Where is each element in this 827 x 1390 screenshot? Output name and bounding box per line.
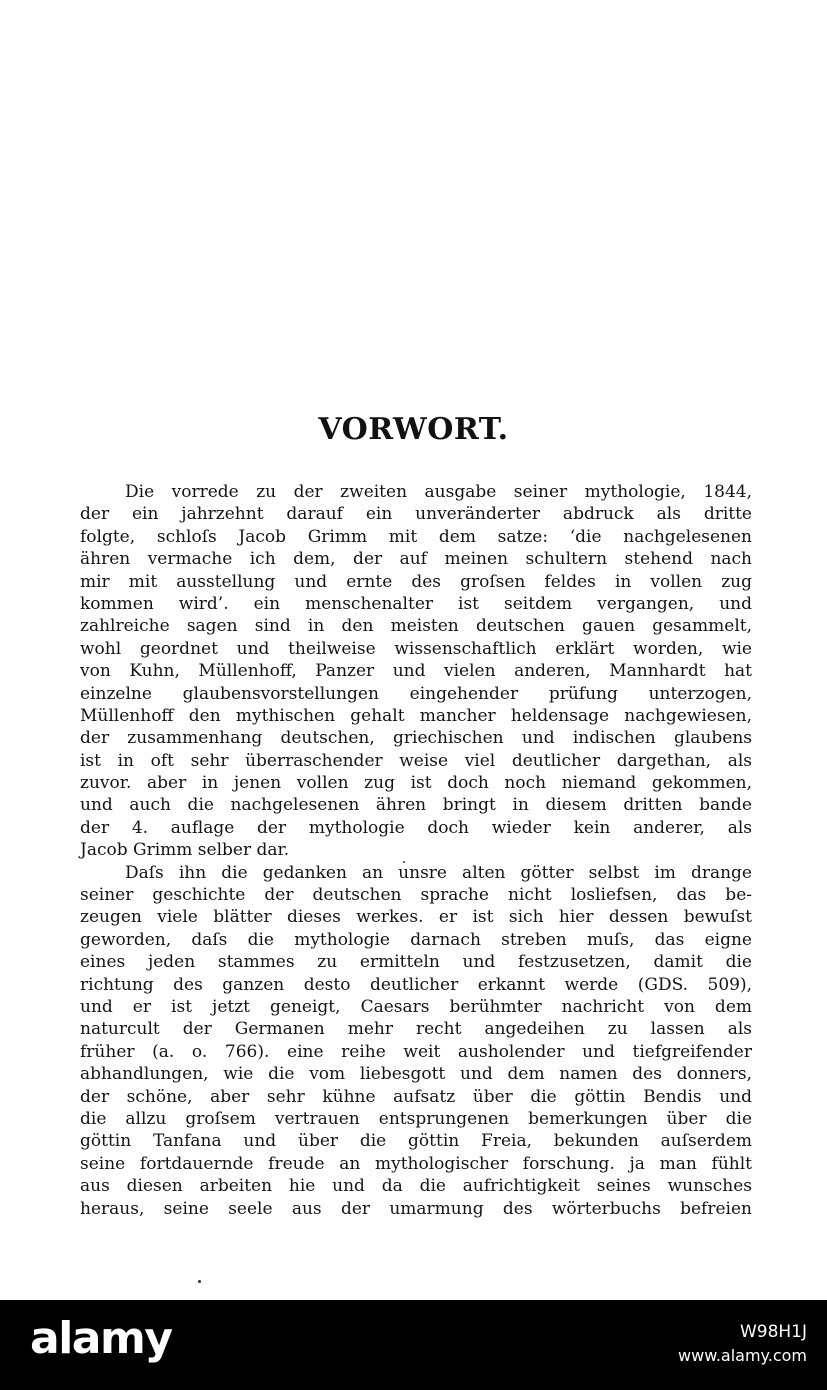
text-line: die allzu groſsem vertrauen entsprungenen bemerkungen über die (80, 1108, 752, 1129)
scan-speck (198, 1280, 201, 1283)
text-line: einzelne glaubensvorstellungen eingehender prüfung unterzogen, (80, 683, 752, 704)
text-line: aus diesen arbeiten hie und da die aufrichtigkeit seines wunsches (80, 1176, 752, 1197)
text-line: Jacob Grimm selber dar. (80, 840, 290, 861)
text-line: von Kuhn, Müllenhoff, Panzer und vielen anderen, Mannhardt hat (80, 661, 752, 682)
text-line: zahlreiche sagen sind in den meisten deutschen gauen gesammelt, (80, 616, 752, 637)
site-url: www.alamy.com (678, 1346, 807, 1365)
text-line: göttin Tanfana und über die göttin Freia, bekunden auſserdem (80, 1131, 752, 1152)
text-line: richtung des ganzen desto deutlicher erkannt werde (GDS. 509), (80, 974, 752, 995)
text-line: der 4. auflage der mythologie doch wieder kein anderer, als (80, 817, 752, 838)
text-line: wohl geordnet und theilweise wissenschaftlich erklärt worden, wie (80, 638, 752, 659)
text-line: der zusammenhang deutschen, griechischen und indischen glaubens (80, 728, 752, 749)
text-line: eines jeden stammes zu ermitteln und festzusetzen, damit die (80, 952, 752, 973)
text-line: zuvor. aber in jenen vollen zug ist doch noch niemand gekommen, (80, 773, 752, 794)
text-line: abhandlungen, wie die vom liebesgott und dem namen des donners, (80, 1064, 752, 1085)
text-line: Müllenhoff den mythischen gehalt mancher heldensage nachgewiesen, (80, 705, 752, 726)
text-line: zeugen viele blätter dieses werkes. er ist sich hier dessen bewuſst (80, 907, 752, 928)
text-line: seine fortdauernde freude an mythologischer forschung. ja man fühlt (80, 1153, 752, 1174)
alamy-logo: alamy (30, 1313, 172, 1364)
text-line: heraus, seine seele aus der umarmung des wörterbuchs befreien (80, 1198, 752, 1219)
text-line: seiner geschichte der deutschen sprache nicht losliefsen, das be- (80, 885, 752, 906)
image-id: W98H1J (739, 1322, 807, 1342)
scan-speck (403, 861, 405, 863)
text-line: ist in oft sehr überraschender weise viel deutlicher dargethan, als (80, 750, 752, 771)
text-line: ähren vermache ich dem, der auf meinen schultern stehend nach (80, 549, 752, 570)
text-line: folgte, schloſs Jacob Grimm mit dem satze: ‘die nachgelesenen (80, 526, 752, 547)
text-line: Die vorrede zu der zweiten ausgabe seiner mythologie, 1844, (125, 482, 752, 502)
text-line: der schöne, aber sehr kühne aufsatz über die göttin Bendis und (80, 1086, 752, 1107)
page-title: VORWORT. (318, 412, 509, 447)
text-line: und auch die nachgelesenen ähren bringt in diesem dritten bande (80, 795, 752, 816)
text-line: mir mit ausstellung und ernte des groſsen feldes in vollen zug (80, 571, 752, 592)
text-line: naturcult der Germanen mehr recht angedeihen zu lassen als (80, 1019, 752, 1040)
text-line: der ein jahrzehnt darauf ein unveränderter abdruck als dritte (80, 504, 752, 525)
text-line: geworden, daſs die mythologie darnach streben muſs, das eigne (80, 929, 752, 950)
text-line: kommen wird’. ein menschenalter ist seitdem vergangen, und (80, 593, 752, 614)
watermark-bar (0, 1300, 827, 1390)
text-line: Daſs ihn die gedanken an unsre alten götter selbst im drange (125, 862, 752, 883)
body-text (80, 481, 752, 1220)
text-line: und er ist jetzt geneigt, Caesars berühmter nachricht von dem (80, 996, 752, 1017)
text-line: früher (a. o. 766). eine reihe weit ausholender und tiefgreifender (80, 1041, 752, 1062)
